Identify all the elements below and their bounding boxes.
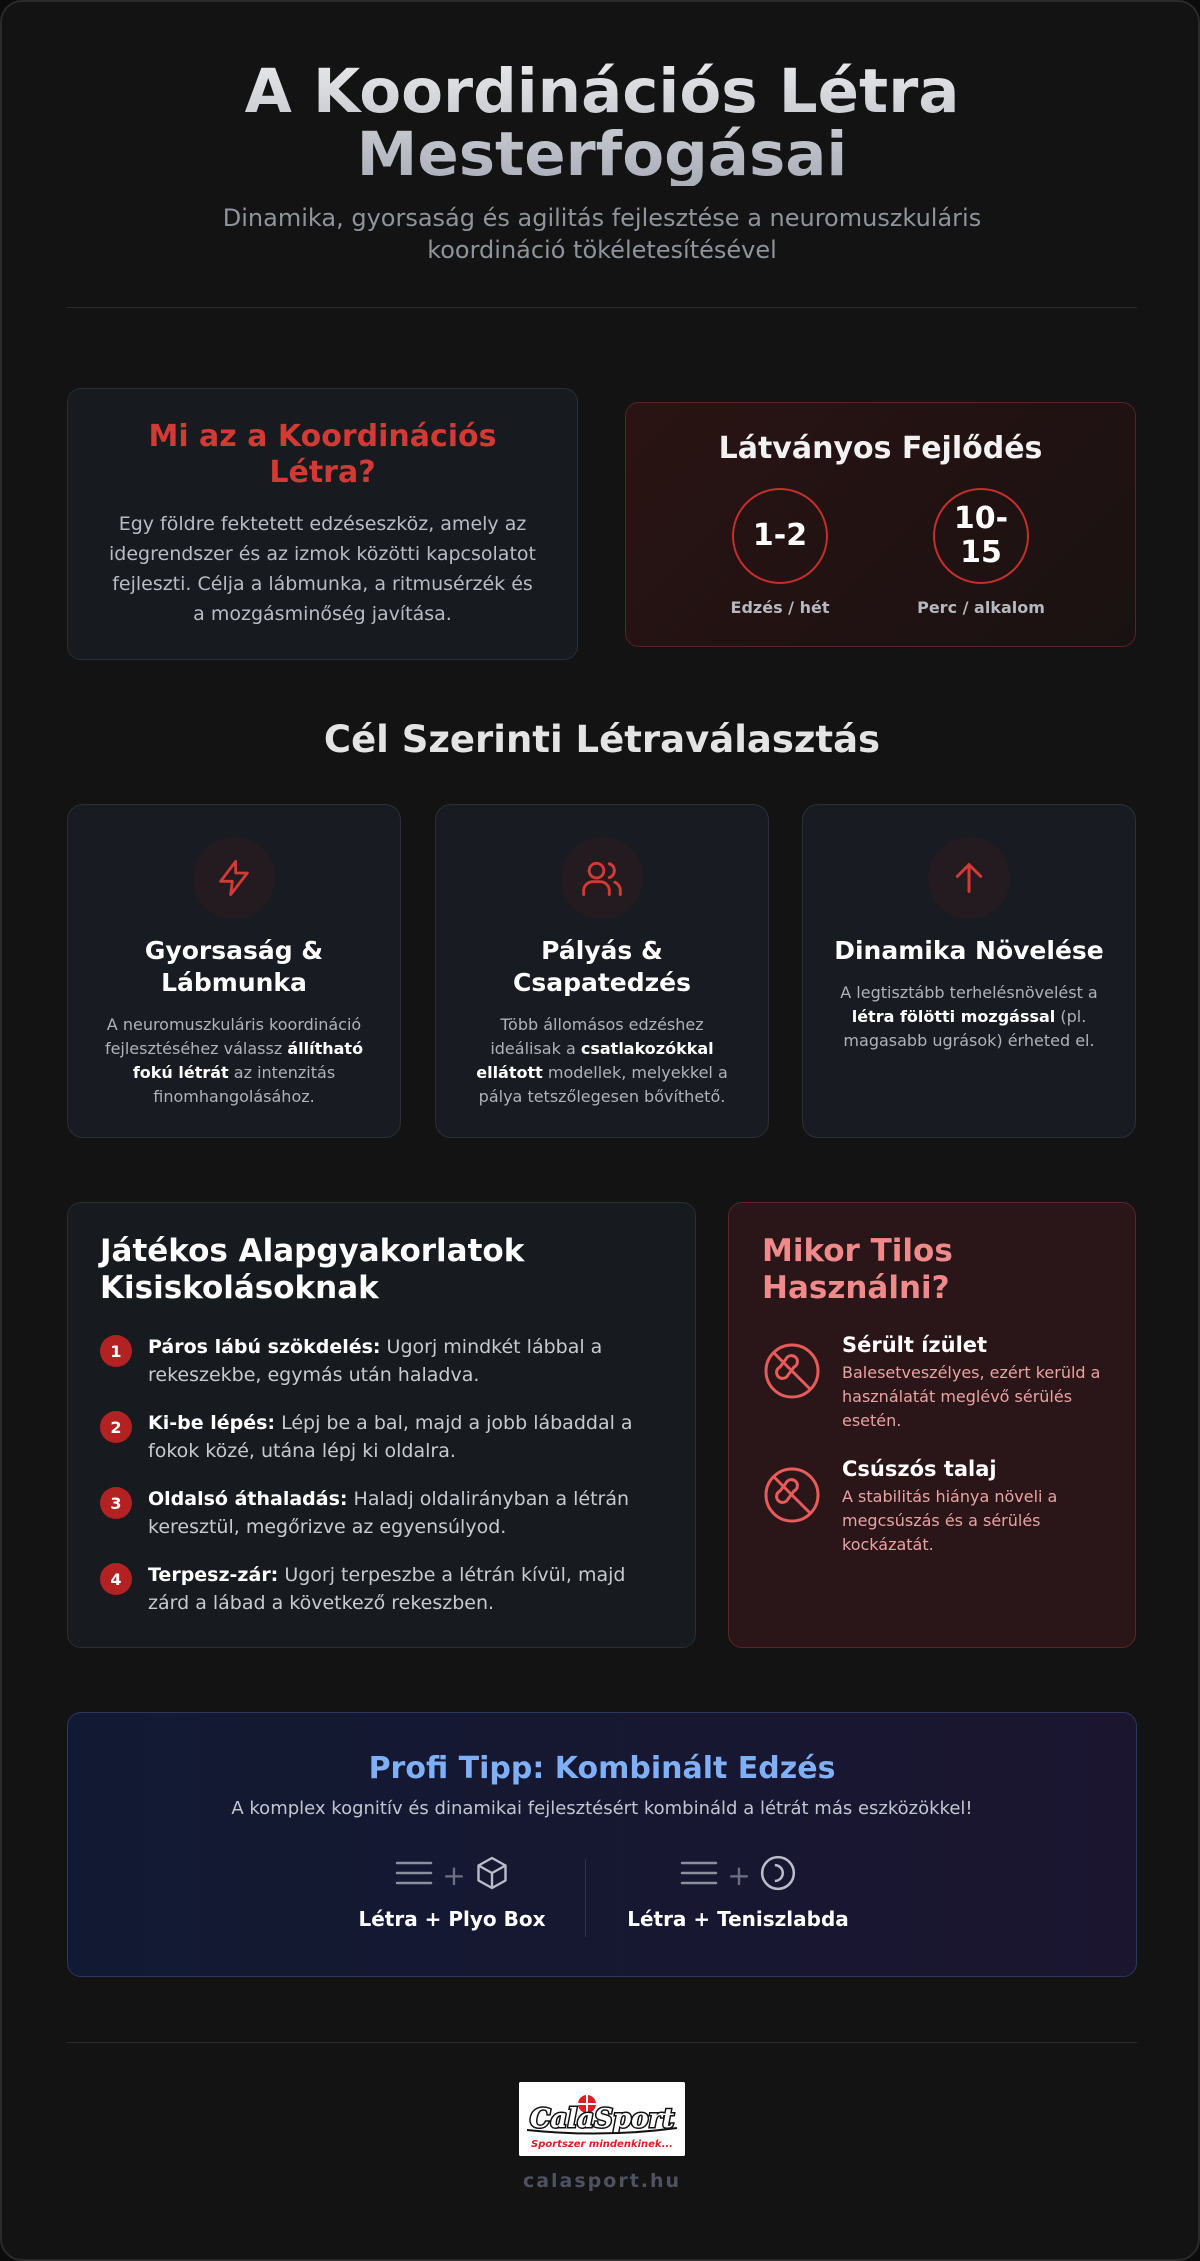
list-item (100, 1485, 663, 1541)
intro-card (67, 388, 578, 660)
tennis-ball-icon (759, 1854, 797, 1896)
page-subtitle: Dinamika, gyorsaság és agilitás fejlesztése a neuromuszkuláris koordináció tökéletesítésével (222, 204, 982, 264)
exercises-list (100, 1333, 663, 1617)
combo-label: Létra + Plyo Box (358, 1907, 546, 1931)
intro-title: Mi az a Koordinációs Létra? (148, 419, 497, 490)
plus-sign: + (442, 1858, 466, 1892)
ladder-icon (394, 1857, 434, 1893)
no-injury-icon (762, 1341, 822, 1401)
exercise-text: Terpesz-zár: Ugorj terpeszbe a létrán kívül, majd zárd a lábad a következő rekeszben. (148, 1564, 626, 1614)
header-divider (67, 307, 1137, 308)
users-icon (561, 837, 643, 919)
intro-text: Egy földre fektetett edzéseszköz, amely az idegrendszer és az izmok közötti kapcsolatot fejleszti. Célja a lábmunka, a ritmusérzék és a mozgásminőség javítása. (109, 513, 536, 625)
svg-text:CalaSport: CalaSport (529, 2104, 675, 2134)
warning-item (762, 1457, 1107, 1567)
goals-section-title: Cél Szerinti Létraválasztás (323, 718, 881, 761)
stat-duration-label: Perc / alkalom (917, 598, 1045, 617)
warning-text: Balesetveszélyes, ezért kerüld a használatát meglévő sérülés esetén. (842, 1363, 1101, 1430)
goal-title: Gyorsaság & Lábmunka (144, 936, 324, 997)
goal-title: Pályás & Csapatedzés (512, 936, 692, 997)
tip-title: Profi Tipp: Kombinált Edzés (368, 1751, 836, 1786)
page-title: A Koordinációs Létra Mesterfogásai (152, 60, 1052, 186)
exercises-card (67, 1202, 696, 1648)
exercise-text: Oldalsó áthaladás: Haladj oldalirányban a létrán keresztül, megőrizve az egyensúlyod. (148, 1488, 630, 1538)
warnings-card (728, 1202, 1136, 1648)
goal-text: A legtisztább terhelésnövelést a létra fölötti mozgással (pl. magasabb ugrások) érheted el. (840, 983, 1098, 1050)
warning-body (842, 1457, 1112, 1557)
exercises-title: Játékos Alapgyakorlatok Kisiskolásoknak (100, 1233, 525, 1306)
combo-ladder-tennis-ball (623, 1855, 853, 1931)
combo-label: Létra + Teniszlabda (627, 1907, 849, 1931)
combo-ladder-plyo-box (337, 1855, 567, 1931)
stat-frequency (700, 488, 860, 617)
warning-body (842, 1333, 1112, 1433)
step-number-badge: 3 (100, 1487, 132, 1519)
stat-duration-value: 10-15 (933, 488, 1029, 584)
box-icon (474, 1855, 510, 1895)
warning-name: Csúszós talaj (842, 1457, 997, 1481)
goal-card-speed (67, 804, 401, 1138)
goal-title: Dinamika Növelése (834, 936, 1104, 965)
goal-card-dynamics (802, 804, 1136, 1138)
goal-card-team (435, 804, 769, 1138)
warning-text: A stabilitás hiánya növeli a megcsúszás és a sérülés kockázatát. (842, 1487, 1058, 1554)
arrow-up-icon (928, 837, 1010, 919)
progress-card (625, 402, 1136, 647)
stat-frequency-value: 1-2 (732, 488, 828, 584)
lightning-icon (193, 837, 275, 919)
warning-item (762, 1333, 1107, 1443)
list-item (100, 1409, 663, 1465)
tip-text: A komplex kognitív és dinamikai fejlesztésért kombináld a létrát más eszközökkel! (231, 1798, 973, 1819)
warnings-title: Mikor Tilos Használni? (762, 1233, 953, 1306)
ladder-icon (679, 1857, 719, 1893)
step-number-badge: 1 (100, 1335, 132, 1367)
no-slip-icon (762, 1465, 822, 1525)
header (2, 56, 1200, 266)
progress-title: Látványos Fejlődés (718, 431, 1043, 466)
calasport-logo[interactable] (519, 2082, 685, 2156)
stat-duration (901, 488, 1061, 617)
combo-divider (585, 1859, 586, 1937)
footer-divider (67, 2042, 1137, 2043)
goal-text: A neuromuszkuláris koordináció fejlesztéséhez válassz állítható fokú létrát az intenzitás finomhangolásához. (104, 1015, 364, 1106)
plus-sign: + (727, 1858, 751, 1892)
step-number-badge: 2 (100, 1411, 132, 1443)
stat-frequency-label: Edzés / hét (730, 598, 830, 617)
exercise-text: Páros lábú szökdelés: Ugorj mindkét lábbal a rekeszekbe, egymás után haladva. (148, 1336, 603, 1386)
list-item (100, 1333, 663, 1389)
tip-card (67, 1712, 1137, 1977)
step-number-badge: 4 (100, 1563, 132, 1595)
exercise-text: Ki-be lépés: Lépj be a bal, majd a jobb lábaddal a fokok közé, utána lépj ki oldalra. (148, 1412, 633, 1462)
warning-name: Sérült ízület (842, 1333, 988, 1357)
svg-text:Sportszer mindenkinek...: Sportszer mindenkinek... (531, 2139, 673, 2150)
footer-url[interactable]: calasport.hu (522, 2170, 682, 2192)
goal-text: Több állomásos edzéshez ideálisak a csatlakozókkal ellátott modellek, melyekkel a pálya tetszőlegesen bővíthető. (476, 1015, 728, 1106)
list-item (100, 1561, 663, 1617)
